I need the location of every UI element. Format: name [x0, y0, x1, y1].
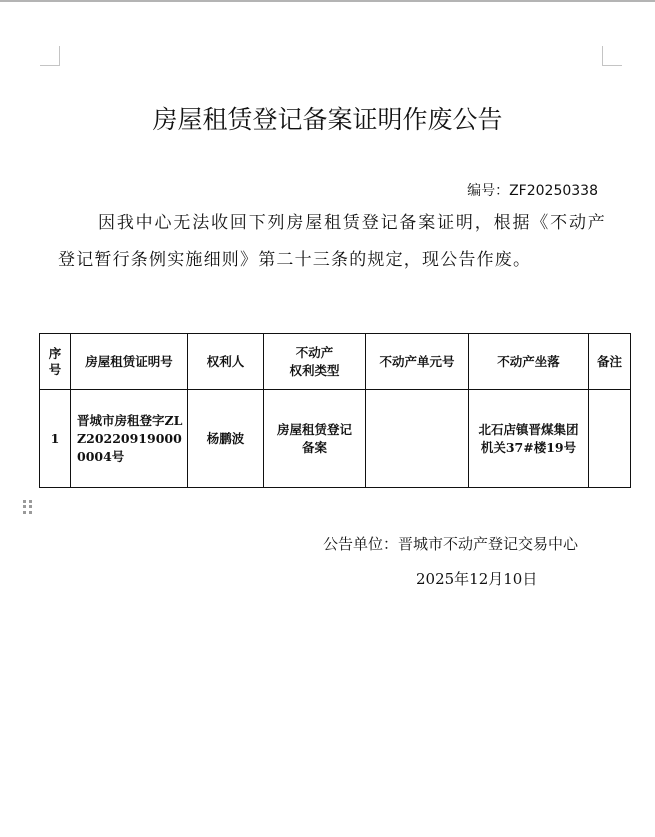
table-header-row — [40, 334, 631, 390]
margin-corner-top-left — [40, 46, 60, 66]
cell-location: 北石店镇晋煤集团机关37#楼19号 — [469, 390, 589, 488]
header-remark: 备注 — [589, 334, 631, 390]
header-right-type: 不动产 权利类型 — [264, 334, 366, 390]
issue-date: 2025年12月10日 — [416, 570, 538, 588]
header-index: 序 号 — [40, 334, 71, 390]
cell-right-type: 房屋租赁登记备案 — [264, 390, 366, 488]
table-row — [40, 390, 631, 488]
voided-certificates-table — [39, 333, 631, 488]
header-holder: 权利人 — [188, 334, 264, 390]
header-location: 不动产坐落 — [469, 334, 589, 390]
page-title: 房屋租赁登记备案证明作废公告 — [152, 105, 503, 134]
document-number: 编号：ZF20250338 — [467, 183, 598, 199]
cell-remark — [589, 390, 631, 488]
cell-index: 1 — [40, 390, 71, 488]
announcement-paragraph: 因我中心无法收回下列房屋租赁登记备案证明，根据《不动产登记暂行条例实施细则》第二十三条的规定，现公告作废。 — [58, 213, 606, 270]
cell-certificate-no: 晋城市房租登字ZLZ202209190000004号 — [71, 390, 188, 488]
margin-corner-top-right — [602, 46, 622, 66]
issuing-unit: 公告单位：晋城市不动产登记交易中心 — [323, 535, 579, 553]
cell-holder: 杨鹏波 — [188, 390, 264, 488]
header-unit-no: 不动产单元号 — [366, 334, 469, 390]
cell-unit-no — [366, 390, 469, 488]
window-top-border — [0, 0, 655, 2]
drag-handle-icon[interactable] — [23, 500, 32, 514]
header-certificate-no: 房屋租赁证明号 — [71, 334, 188, 390]
